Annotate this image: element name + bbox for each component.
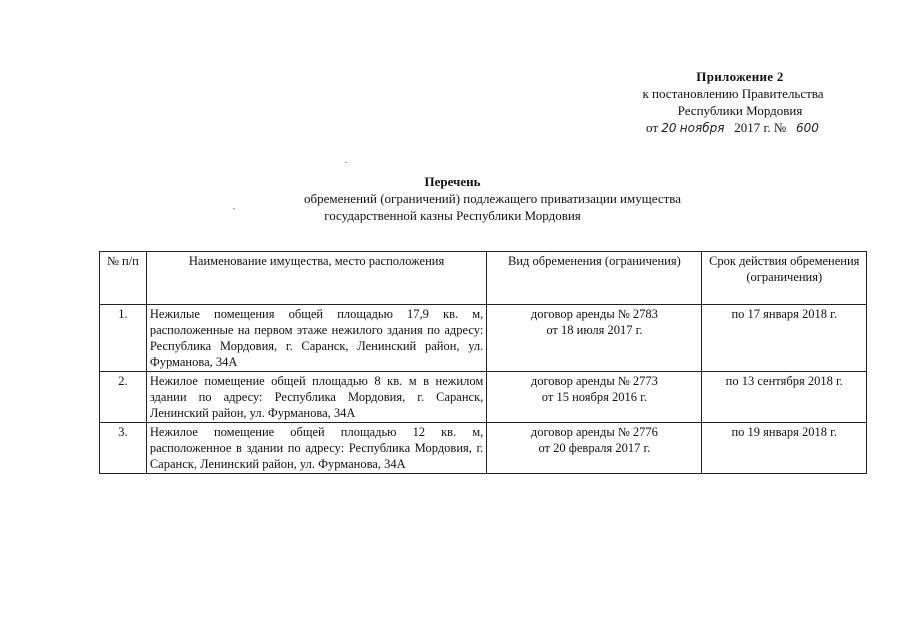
- row-kind-date: от 20 февраля 2017 г.: [538, 441, 651, 455]
- decree-date-line: [600, 119, 880, 137]
- row-kind-contract: договор аренды № 2773: [530, 374, 658, 388]
- decree-number: 600: [795, 121, 819, 135]
- row-name: Нежилое помещение общей площадью 12 кв. м, расположенное в здании по адресу: Республика Мордовия, г. Саранск, Ленинский район, ул. Фурманова, 34А: [146, 423, 486, 474]
- row-kind: [487, 423, 702, 474]
- row-kind-date: от 15 ноября 2016 г.: [541, 390, 647, 404]
- date-prefix: от: [646, 120, 659, 135]
- document-title: Перечень: [424, 174, 481, 189]
- row-kind-contract: договор аренды № 2776: [530, 425, 658, 439]
- row-name: Нежилые помещения общей площадью 17,9 кв. м, расположенные на первом этаже нежилого здания по адресу: Республика Мордовия, г. Саранск, Ленинский район, ул. Фурманова, 34А: [146, 305, 486, 372]
- date-year: 2017 г.: [734, 120, 771, 135]
- header-term: Срок действия обременения (ограничения): [702, 252, 867, 305]
- scan-speck: [345, 162, 347, 163]
- header-kind: Вид обременения (ограничения): [487, 252, 702, 305]
- appendix-header: [600, 68, 880, 137]
- row-kind-date: от 18 июля 2017 г.: [546, 323, 643, 337]
- decree-reference-line: к постановлению Правительства: [642, 86, 824, 101]
- header-name: Наименование имущества, место расположения: [146, 252, 486, 305]
- number-sign: №: [773, 120, 787, 135]
- encumbrance-table: [99, 251, 867, 474]
- date-month: ноября: [679, 121, 725, 135]
- date-day: 20: [661, 121, 677, 135]
- table-row: [100, 372, 867, 423]
- table-row: [100, 423, 867, 474]
- document-subtitle-line2: государственной казны Республики Мордовия: [324, 208, 581, 223]
- table-header-row: [100, 252, 867, 305]
- row-term: по 17 января 2018 г.: [702, 305, 867, 372]
- row-kind: [487, 372, 702, 423]
- row-term: по 19 января 2018 г.: [702, 423, 867, 474]
- government-name-line: Республики Мордовия: [677, 103, 803, 118]
- row-kind-contract: договор аренды № 2783: [530, 307, 658, 321]
- row-num: 1.: [100, 305, 147, 372]
- row-num: 2.: [100, 372, 147, 423]
- row-name: Нежилое помещение общей площадью 8 кв. м в нежилом здании по адресу: Республика Мордовия, г. Саранск, Ленинский район, ул. Фурманова, 34А: [146, 372, 486, 423]
- row-num: 3.: [100, 423, 147, 474]
- table-row: [100, 305, 867, 372]
- document-subtitle-line1: обременений (ограничений) подлежащего приватизации имущества: [303, 191, 682, 206]
- row-kind: [487, 305, 702, 372]
- appendix-title: Приложение 2: [696, 69, 784, 84]
- header-num: № п/п: [100, 252, 147, 305]
- document-title-block: [0, 173, 905, 224]
- row-term: по 13 сентября 2018 г.: [702, 372, 867, 423]
